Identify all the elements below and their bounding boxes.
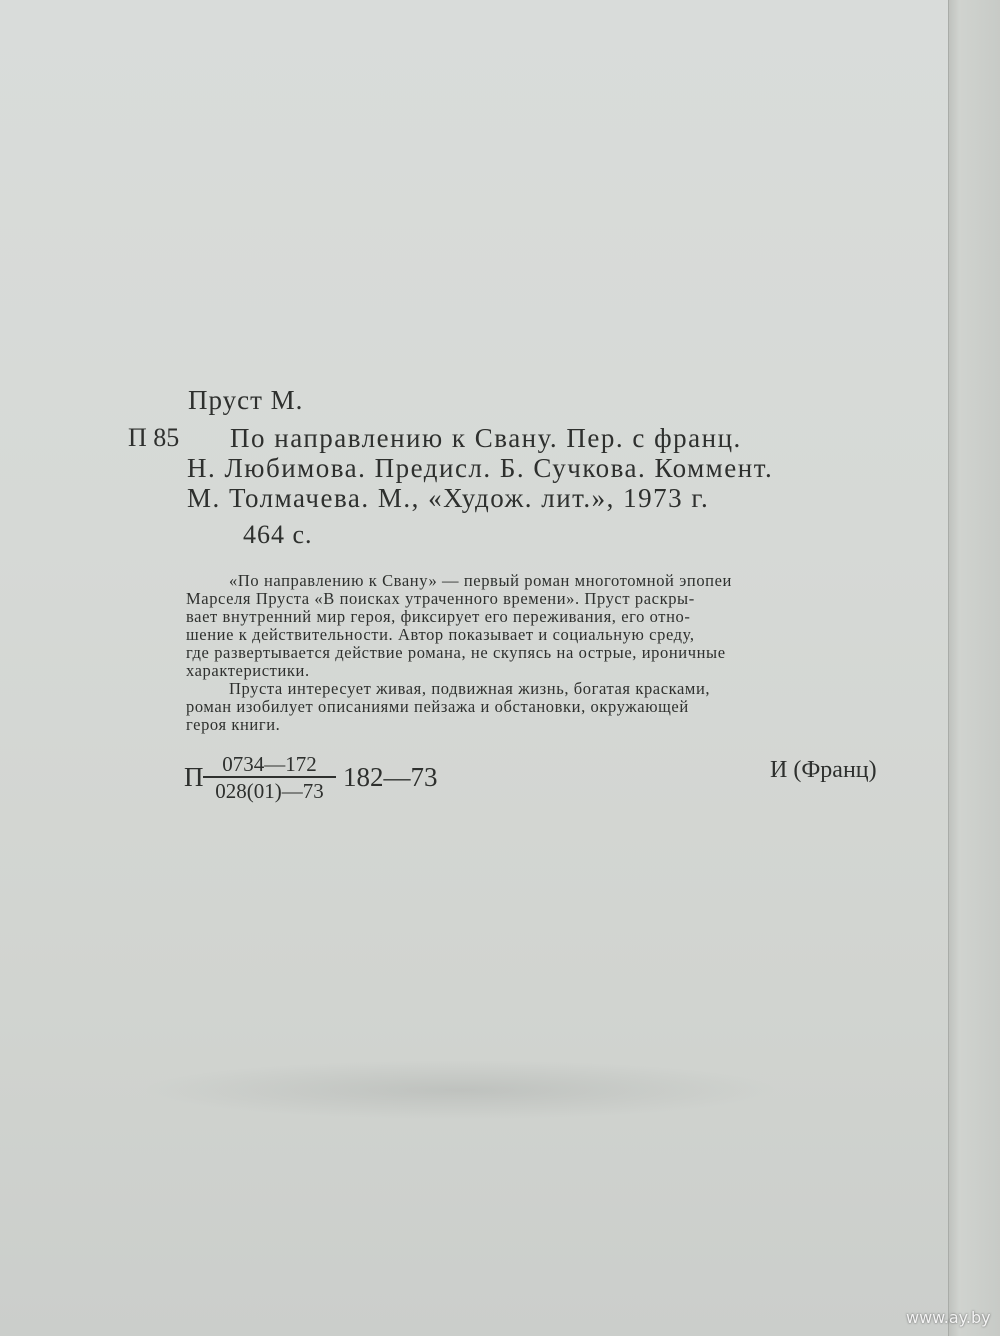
annotation-line: героя книги. bbox=[186, 715, 281, 734]
annotation-line: шение к действительности. Автор показывает и социальную среду, bbox=[186, 625, 695, 644]
annotation-line: характеристики. bbox=[186, 661, 310, 680]
page-crease-shadow bbox=[140, 1060, 780, 1120]
next-page-edge bbox=[948, 0, 1000, 1336]
index-denominator: 028(01)—73 bbox=[215, 779, 324, 803]
annotation-line: где развертывается действие романа, не скупясь на острые, ироничные bbox=[186, 643, 726, 662]
title-line-3: М. Толмачева. М., «Худож. лит.», 1973 г. bbox=[187, 483, 710, 513]
index-suffix: 182—73 bbox=[343, 762, 438, 792]
annotation-line: роман изобилует описаниями пейзажа и обстановки, окружающей bbox=[186, 697, 689, 716]
site-watermark: www.ay.by bbox=[906, 1308, 991, 1327]
annotation-line: «По направлению к Свану» — первый роман многотомной эпопеи bbox=[229, 571, 732, 590]
annotation-line: вает внутренний мир героя, фиксирует его переживания, его отно- bbox=[186, 607, 691, 626]
annotation-line: Марселя Пруста «В поисках утраченного времени». Пруст раскры- bbox=[186, 589, 695, 608]
index-numerator: 0734—172 bbox=[203, 752, 336, 778]
title-line-1: По направлению к Свану. Пер. с франц. bbox=[230, 423, 742, 453]
annotation-line: Пруста интересует живая, подвижная жизнь, богатая красками, bbox=[229, 679, 711, 698]
index-prefix: П bbox=[184, 762, 204, 792]
language-mark: И (Франц) bbox=[770, 757, 877, 783]
author-name: Пруст М. bbox=[188, 385, 304, 415]
catalog-code: П 85 bbox=[128, 423, 180, 452]
index-fraction bbox=[203, 752, 336, 804]
title-line-2: Н. Любимова. Предисл. Б. Сучкова. Коммент. bbox=[187, 453, 774, 483]
page-count: 464 с. bbox=[243, 520, 313, 549]
